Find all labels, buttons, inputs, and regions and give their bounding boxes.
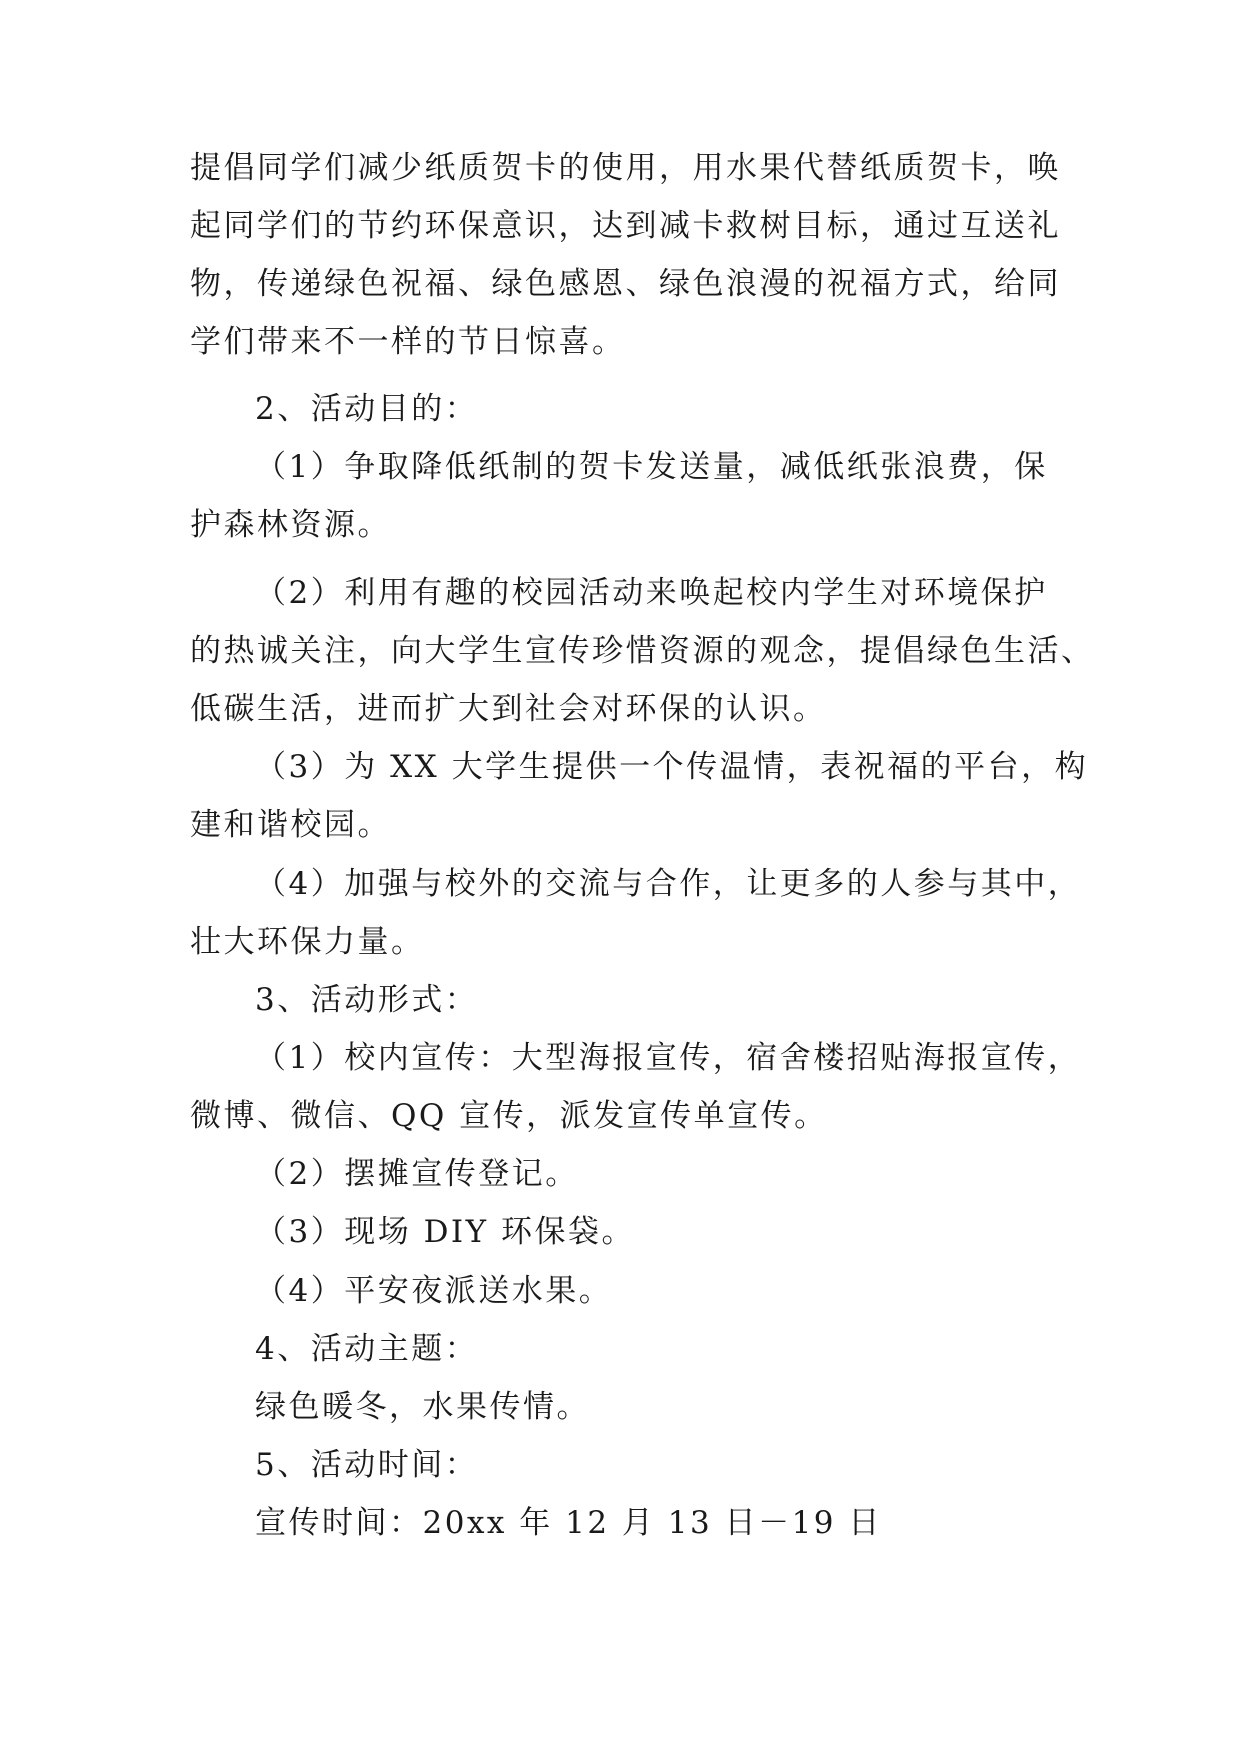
list-item-continuation: 微博、微信、QQ 宣传，派发宣传单宣传。 [190,1098,828,1134]
section-heading: 3、活动形式： [255,982,479,1018]
paragraph-line: 宣传时间：20xx 年 12 月 13 日－19 日 [255,1505,882,1541]
section-heading: 4、活动主题： [255,1331,479,1367]
list-item: （3）现场 DIY 环保袋。 [255,1214,635,1250]
list-item: （2）摆摊宣传登记。 [255,1156,579,1192]
list-item-continuation: 壮大环保力量。 [190,924,425,960]
list-item-continuation: 护森林资源。 [190,507,391,543]
list-item: （1）校内宣传：大型海报宣传，宿舍楼招贴海报宣传， [255,1040,1082,1076]
paragraph-line: 起同学们的节约环保意识，达到减卡救树目标，通过互送礼 [190,208,1061,244]
list-item-continuation: 的热诚关注，向大学生宣传珍惜资源的观念，提倡绿色生活、 [190,633,1095,669]
section-heading: 5、活动时间： [255,1447,479,1483]
list-item: （2）利用有趣的校园活动来唤起校内学生对环境保护 [255,575,1048,611]
paragraph-line: 学们带来不一样的节日惊喜。 [190,324,626,360]
list-item: （3）为 XX 大学生提供一个传温情，表祝福的平台，构 [255,749,1089,785]
paragraph-line: 提倡同学们减少纸质贺卡的使用，用水果代替纸质贺卡，唤 [190,150,1061,186]
list-item-continuation: 低碳生活，进而扩大到社会对环保的认识。 [190,691,827,727]
list-item: （4）平安夜派送水果。 [255,1273,613,1309]
paragraph-line: 绿色暖冬，水果传情。 [255,1389,590,1425]
list-item: （4）加强与校外的交流与合作，让更多的人参与其中， [255,866,1082,902]
list-item: （1）争取降低纸制的贺卡发送量，减低纸张浪费，保 [255,449,1048,485]
paragraph-line: 物，传递绿色祝福、绿色感恩、绿色浪漫的祝福方式，给同 [190,266,1061,302]
section-heading: 2、活动目的： [255,391,479,427]
list-item-continuation: 建和谐校园。 [190,807,391,843]
